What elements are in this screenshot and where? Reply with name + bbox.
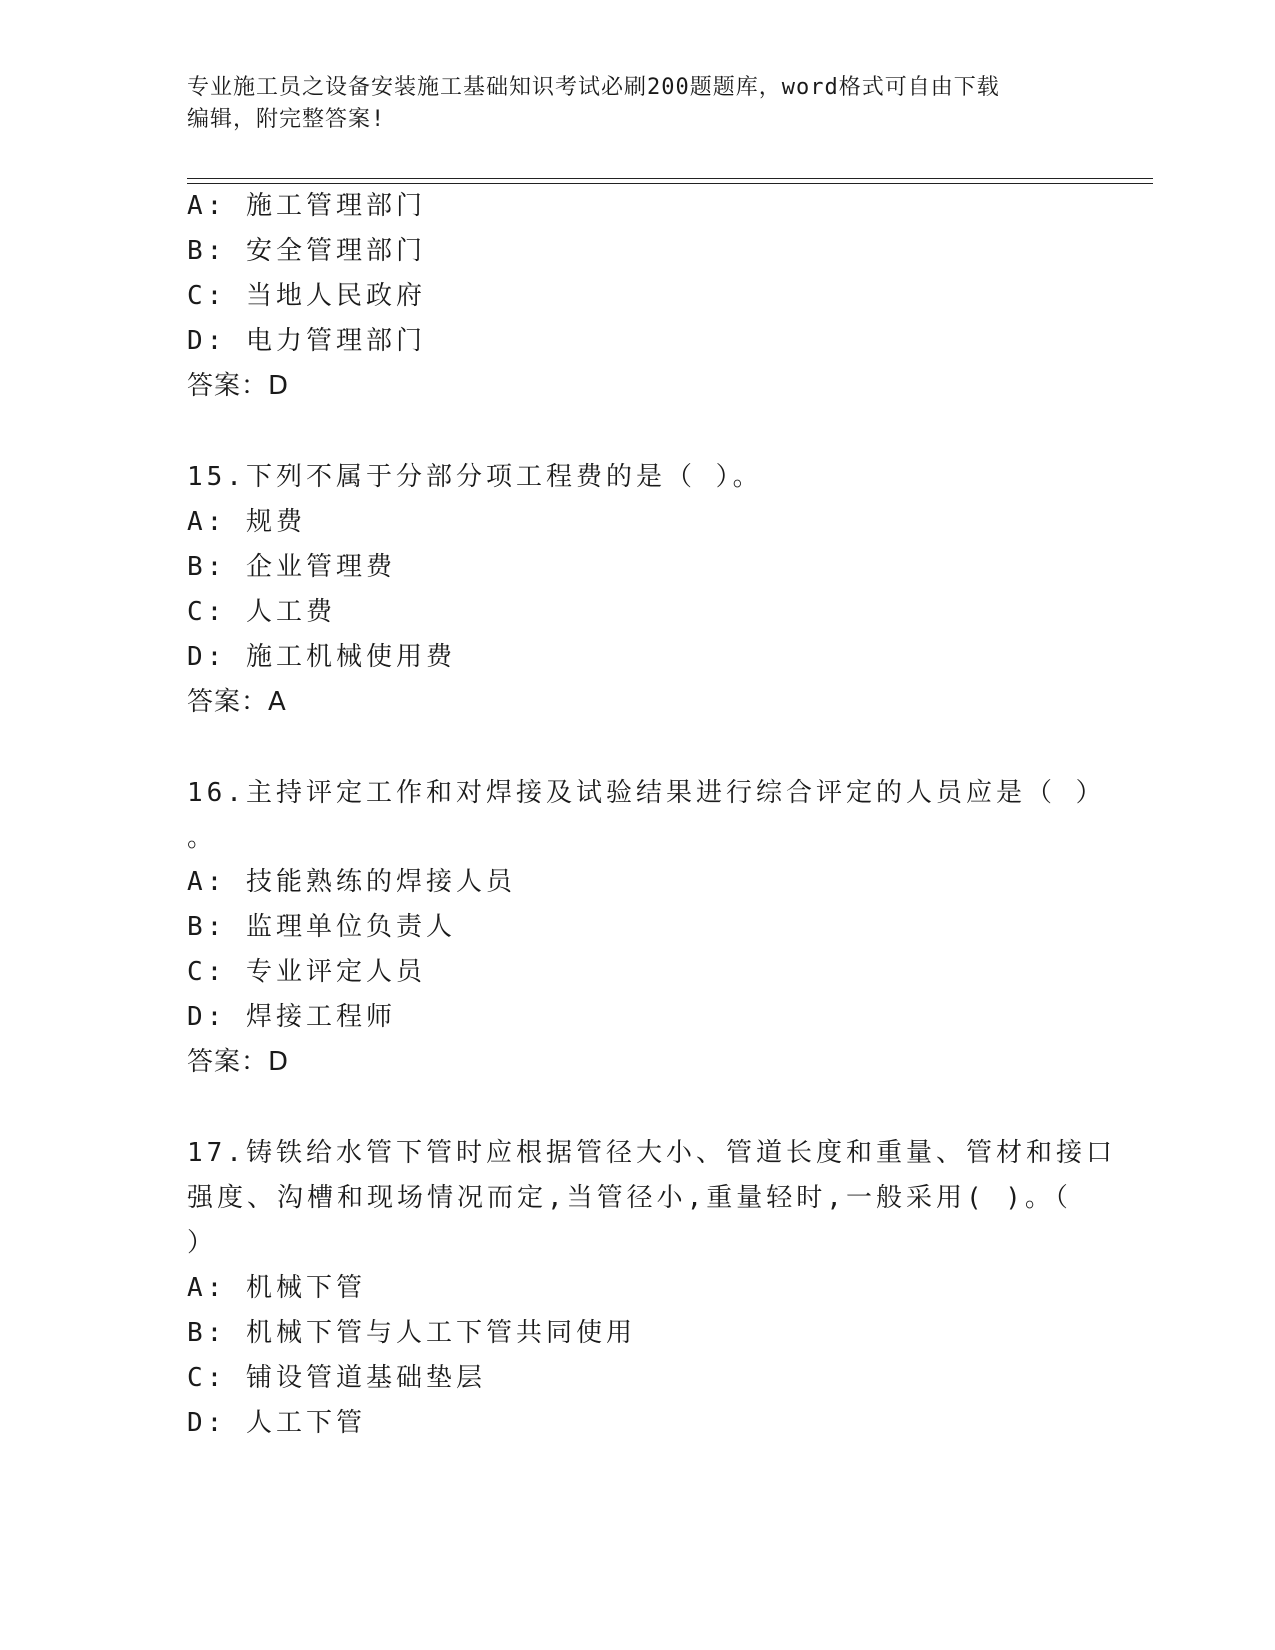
answer: 答案：A	[187, 687, 287, 717]
option-a: A: 规费	[187, 507, 306, 537]
option-c: C: 专业评定人员	[187, 957, 426, 987]
question-stem-line-2: 强度、沟槽和现场情况而定,当管径小,重量轻时,一般采用( )。（	[187, 1183, 1072, 1213]
document-title-line-1: 专业施工员之设备安装施工基础知识考试必刷200题题库，word格式可自由下载	[187, 75, 1000, 100]
document-title-line-2: 编辑，附完整答案!	[187, 107, 386, 132]
option-c: C: 当地人民政府	[187, 281, 426, 311]
question-stem: 15.下列不属于分部分项工程费的是（ ）。	[187, 462, 763, 492]
answer: 答案：D	[187, 1047, 290, 1077]
option-c: C: 铺设管道基础垫层	[187, 1363, 486, 1393]
option-d: D: 人工下管	[187, 1408, 366, 1438]
option-d: D: 电力管理部门	[187, 326, 426, 356]
document-title	[187, 72, 1087, 136]
header-divider-bottom	[187, 183, 1153, 184]
question-stem-line-2: 。	[187, 823, 218, 853]
question-stem-line-1: 17.铸铁给水管下管时应根据管径大小、管道长度和重量、管材和接口	[187, 1138, 1116, 1168]
option-a: A: 机械下管	[187, 1273, 366, 1303]
option-b: B: 企业管理费	[187, 552, 396, 582]
answer: 答案：D	[187, 371, 290, 401]
header-divider-top	[187, 178, 1153, 179]
question-stem-line-1: 16.主持评定工作和对焊接及试验结果进行综合评定的人员应是（ ）	[187, 778, 1106, 808]
option-b: B: 安全管理部门	[187, 236, 426, 266]
option-c: C: 人工费	[187, 597, 336, 627]
option-a: A: 施工管理部门	[187, 191, 426, 221]
option-a: A: 技能熟练的焊接人员	[187, 867, 516, 897]
option-b: B: 监理单位负责人	[187, 912, 456, 942]
question-stem-line-3: ）	[187, 1228, 218, 1258]
option-d: D: 焊接工程师	[187, 1002, 396, 1032]
option-b: B: 机械下管与人工下管共同使用	[187, 1318, 636, 1348]
option-d: D: 施工机械使用费	[187, 642, 456, 672]
